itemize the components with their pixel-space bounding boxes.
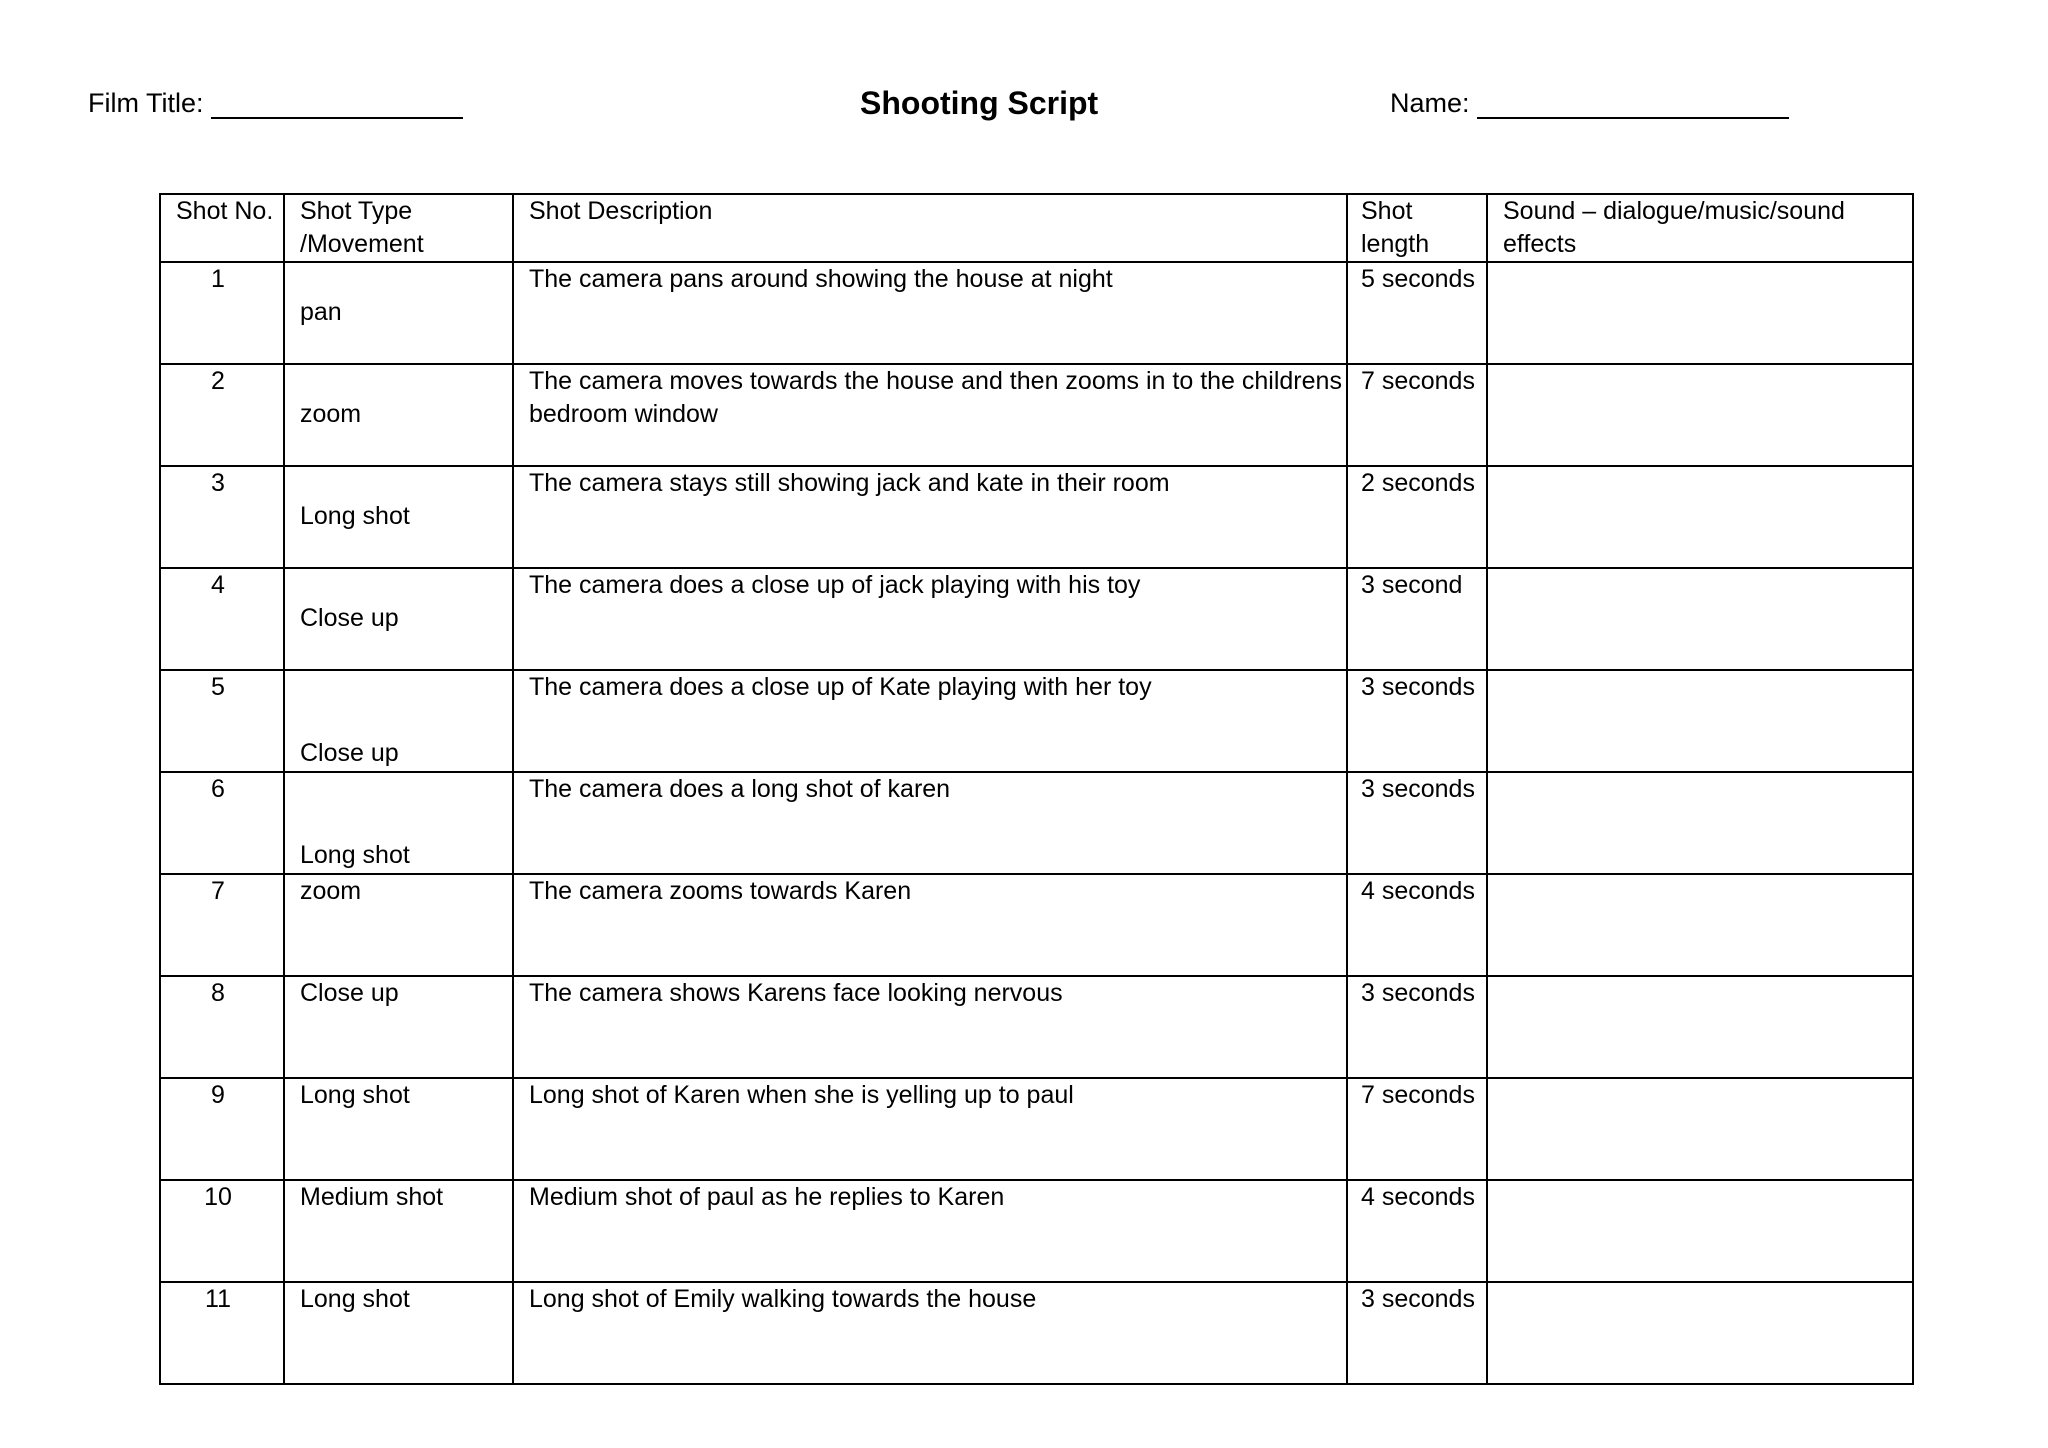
shot-type-text: zoom: [300, 877, 362, 905]
column-header-shot-length: Shot length: [1347, 194, 1487, 262]
shot-type-cell: [284, 466, 513, 568]
shot-length-cell: 7 seconds: [1347, 364, 1487, 466]
sound-cell[interactable]: [1487, 466, 1913, 568]
shot-length-cell: 4 seconds: [1347, 1180, 1487, 1282]
shot-length-cell: 7 seconds: [1347, 1078, 1487, 1180]
shot-number-cell: 7: [160, 874, 284, 976]
table-row: [160, 670, 1913, 772]
shot-length-cell: 3 seconds: [1347, 1282, 1487, 1384]
sound-cell[interactable]: [1487, 364, 1913, 466]
page-title: Shooting Script: [860, 85, 1099, 121]
shot-length-cell: 3 seconds: [1347, 976, 1487, 1078]
name-label: Name:: [1390, 88, 1470, 118]
shot-length-cell: 3 seconds: [1347, 670, 1487, 772]
name-blank[interactable]: [1477, 89, 1789, 119]
shot-description-cell: The camera pans around showing the house at night: [513, 262, 1347, 364]
shot-type-text: Long shot: [300, 502, 410, 530]
table-row: [160, 772, 1913, 874]
table-row: [160, 466, 1913, 568]
column-header-shot-description: Shot Description: [513, 194, 1347, 262]
column-header-sound: Sound – dialogue/music/sound effects: [1487, 194, 1913, 262]
shot-type-text: Long shot: [300, 1081, 410, 1109]
shot-number-cell: 8: [160, 976, 284, 1078]
sound-cell[interactable]: [1487, 262, 1913, 364]
sound-cell[interactable]: [1487, 874, 1913, 976]
shot-type-cell: [284, 874, 513, 976]
table-row: [160, 1282, 1913, 1384]
shot-type-text: pan: [300, 298, 342, 326]
shot-type-text: Close up: [300, 604, 399, 632]
shot-length-cell: 5 seconds: [1347, 262, 1487, 364]
shot-type-cell: [284, 772, 513, 874]
shot-description-cell: The camera zooms towards Karen: [513, 874, 1347, 976]
sound-cell[interactable]: [1487, 1078, 1913, 1180]
shooting-script-table: [159, 193, 1914, 1385]
shot-number-cell: 11: [160, 1282, 284, 1384]
shot-type-cell: [284, 262, 513, 364]
shot-type-text: zoom: [300, 400, 362, 428]
shot-length-cell: 2 seconds: [1347, 466, 1487, 568]
shot-description-cell: The camera does a close up of Kate playing with her toy: [513, 670, 1347, 772]
sound-cell[interactable]: [1487, 772, 1913, 874]
sound-cell[interactable]: [1487, 1282, 1913, 1384]
shot-description-cell: Long shot of Emily walking towards the house: [513, 1282, 1347, 1384]
sound-cell[interactable]: [1487, 568, 1913, 670]
shot-type-cell: [284, 568, 513, 670]
shot-type-text: Medium shot: [300, 1183, 444, 1211]
shot-number-cell: 6: [160, 772, 284, 874]
shot-length-cell: 3 seconds: [1347, 772, 1487, 874]
shot-description-cell: Medium shot of paul as he replies to Karen: [513, 1180, 1347, 1282]
shot-type-text: Close up: [300, 739, 399, 767]
sound-cell[interactable]: [1487, 670, 1913, 772]
shot-description-cell: The camera stays still showing jack and kate in their room: [513, 466, 1347, 568]
table-row: [160, 364, 1913, 466]
shot-length-cell: 3 second: [1347, 568, 1487, 670]
table-row: [160, 262, 1913, 364]
shot-description-cell: The camera shows Karens face looking nervous: [513, 976, 1347, 1078]
shot-type-text: Close up: [300, 979, 399, 1007]
film-title-label: Film Title:: [88, 88, 204, 118]
table-row: [160, 874, 1913, 976]
shot-type-cell: [284, 976, 513, 1078]
film-title-field[interactable]: [88, 88, 463, 119]
shot-number-cell: 5: [160, 670, 284, 772]
sound-cell[interactable]: [1487, 976, 1913, 1078]
table-row: [160, 1078, 1913, 1180]
page-header: [0, 85, 2048, 128]
table-row: [160, 568, 1913, 670]
shot-type-cell: [284, 1078, 513, 1180]
shot-number-cell: 2: [160, 364, 284, 466]
shot-number-cell: 9: [160, 1078, 284, 1180]
shot-type-cell: [284, 670, 513, 772]
shot-number-cell: 4: [160, 568, 284, 670]
shot-length-cell: 4 seconds: [1347, 874, 1487, 976]
shot-description-cell: The camera does a long shot of karen: [513, 772, 1347, 874]
shot-number-cell: 3: [160, 466, 284, 568]
sound-cell[interactable]: [1487, 1180, 1913, 1282]
column-header-shot-type: Shot Type /Movement: [284, 194, 513, 262]
shot-description-cell: The camera does a close up of jack playing with his toy: [513, 568, 1347, 670]
shot-number-cell: 1: [160, 262, 284, 364]
shot-number-cell: 10: [160, 1180, 284, 1282]
name-field[interactable]: [1390, 88, 1789, 119]
table-row: [160, 1180, 1913, 1282]
shot-type-text: Long shot: [300, 1285, 410, 1313]
shot-type-cell: [284, 1180, 513, 1282]
film-title-blank[interactable]: [211, 89, 463, 119]
table-row: [160, 976, 1913, 1078]
shot-description-cell: The camera moves towards the house and then zooms in to the childrens bedroom window: [513, 364, 1347, 466]
shot-type-cell: [284, 1282, 513, 1384]
table-header-row: [160, 194, 1913, 262]
column-header-shot-no: Shot No.: [160, 194, 284, 262]
shot-description-cell: Long shot of Karen when she is yelling up to paul: [513, 1078, 1347, 1180]
shot-type-text: Long shot: [300, 841, 410, 869]
shot-type-cell: [284, 364, 513, 466]
